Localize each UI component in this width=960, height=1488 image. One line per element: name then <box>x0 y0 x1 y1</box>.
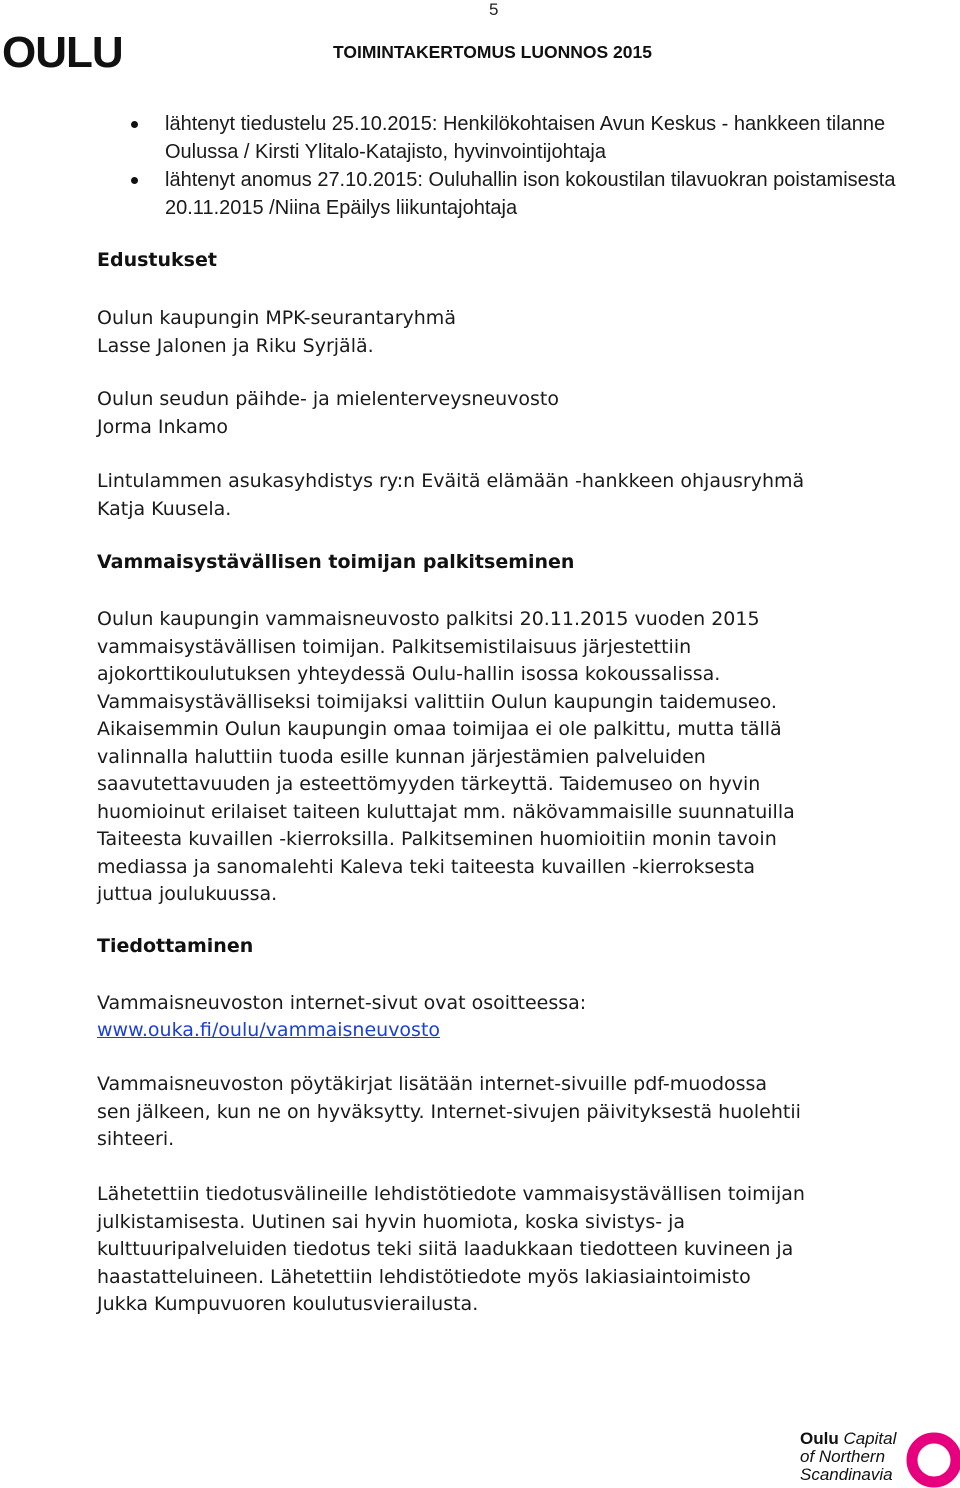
footer-brand-rest: Capital <box>838 1429 897 1448</box>
footer-logo <box>800 1424 960 1483</box>
paragraph-lintulampi: Lintulammen asukasyhdistys ry:n Eväitä elämään -hankkeen ohjausryhmä Katja Kuusela. <box>97 470 805 520</box>
paragraph-palkitseminen: Oulun kaupungin vammaisneuvosto palkitsi 20.11.2015 vuoden 2015 vammaisystävällisen toimijan. Palkitsemistilaisuus järjestettiin ajokorttikoulutuksen yhteydessä Oulu-hallin isossa kokoussalissa. Vammaisystävälliseksi toimijaksi valittiin Oulun kaupungin taidemuseo. Aikaisemmin Oulun kaupungin omaa toimijaa ei ole palkittu, mutta tällä valinnalla haluttiin tuoda esille kunnan järjestämien palveluiden saavutettavuuden ja esteettömyyden tärkeyttä. Taidemuseo on hyvin huomioinut erilaiset taiteen kuluttajat mm. näkövammaisille suunnatuilla Taiteesta kuvaillen -kierroksilla. Palkitseminen huomioitiin monin tavoin mediassa ja sanomalehti Kaleva teki taiteesta kuvaillen -kierroksesta juttua joulukuussa. <box>97 608 795 905</box>
list-item: lähtenyt tiedustelu 25.10.2015: Henkilökohtaisen Avun Keskus - hankkeen tilanne Oulussa / Kirsti Ylitalo-Katajisto, hyvinvointijohtaja <box>128 110 928 166</box>
bullet-list <box>128 110 928 222</box>
heading-edustukset: Edustukset <box>97 249 217 271</box>
oulu-mark-icon <box>904 1432 960 1488</box>
paragraph-mpk: Oulun kaupungin MPK-seurantaryhmä Lasse Jalonen ja Riku Syrjälä. <box>97 307 456 357</box>
page-number: 5 <box>489 0 499 19</box>
footer-slogan <box>800 1430 920 1484</box>
footer-brand-bold: Oulu <box>800 1429 839 1448</box>
paragraph-paihde: Oulun seudun päihde- ja mielenterveysneuvosto Jorma Inkamo <box>97 388 559 438</box>
oulu-logo: OULU <box>2 28 123 77</box>
list-item: lähtenyt anomus 27.10.2015: Ouluhallin ison kokoustilan tilavuokran poistamisesta 20.11.2015 /Niina Epäilys liikuntajohtaja <box>128 166 928 222</box>
paragraph-internet: Vammaisneuvoston internet-sivut ovat osoitteessa: <box>97 992 587 1014</box>
vammaisneuvosto-link[interactable]: www.ouka.fi/oulu/vammaisneuvosto <box>97 1019 441 1041</box>
paragraph-link <box>97 1017 897 1045</box>
paragraph-poytakirjat: Vammaisneuvoston pöytäkirjat lisätään internet-sivuille pdf-muodossa sen jälkeen, kun ne on hyväksytty. Internet-sivujen päivityksestä huolehtii sihteeri. <box>97 1073 801 1150</box>
heading-palkitseminen: Vammaisystävällisen toimijan palkitseminen <box>97 551 575 573</box>
footer-line3: Scandinavia <box>800 1465 893 1484</box>
paragraph-lehdistotiedote: Lähetettiin tiedotusvälineille lehdistötiedote vammaisystävällisen toimijan julkistamisesta. Uutinen sai hyvin huomiota, koska sivistys- ja kulttuuripalveluiden tiedotus teki siitä laadukkaan tiedotteen kuvineen ja haastatteluineen. Lähetettiin lehdistötiedote myös lakiasiaintoimisto Jukka Kumpuvuoren koulutusvierailusta. <box>97 1183 805 1315</box>
document-title: TOIMINTAKERTOMUS LUONNOS 2015 <box>333 42 652 62</box>
footer-line2: of Northern <box>800 1447 886 1466</box>
heading-tiedottaminen: Tiedottaminen <box>97 935 254 957</box>
